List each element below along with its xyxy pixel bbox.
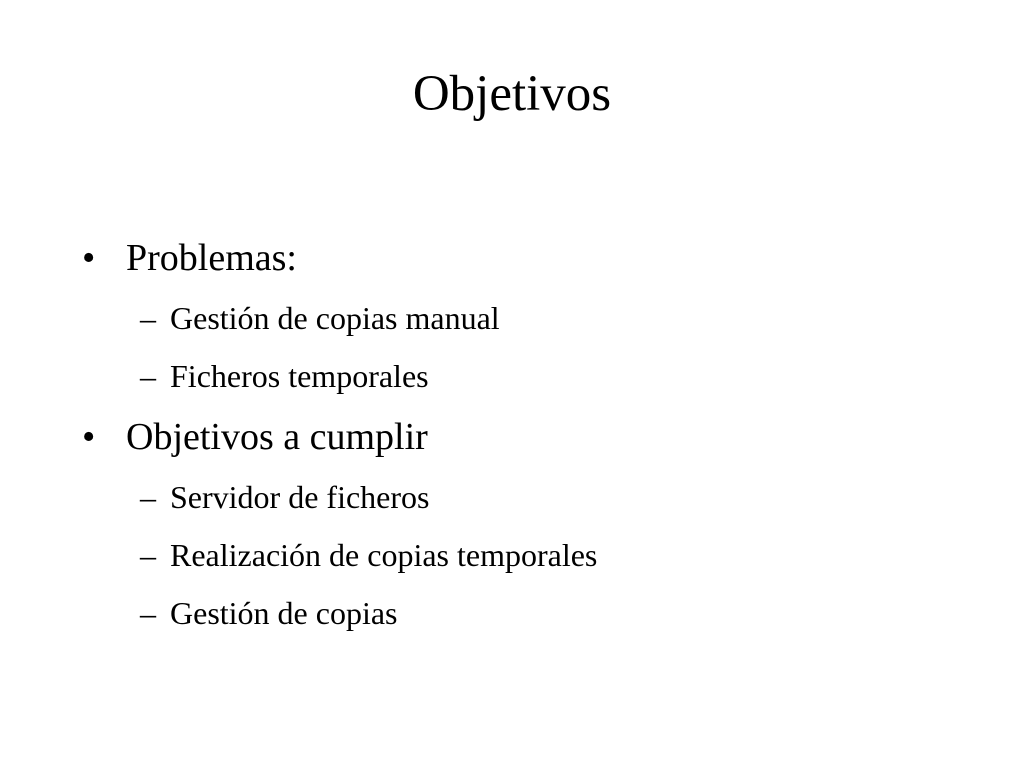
sub-bullet-marker: – xyxy=(140,537,156,573)
sub-bullet-marker: – xyxy=(140,300,156,336)
sub-bullet-marker: – xyxy=(140,595,156,631)
sub-bullet-marker: – xyxy=(140,479,156,515)
sub-item xyxy=(140,536,597,574)
bullet-problemas xyxy=(82,236,297,280)
sub-item-label: Gestión de copias xyxy=(170,595,398,631)
sub-item xyxy=(140,594,398,632)
sub-item-label: Ficheros temporales xyxy=(170,358,429,394)
sub-item-label: Servidor de ficheros xyxy=(170,479,430,515)
sub-bullet-marker: – xyxy=(140,358,156,394)
bullet-objetivos xyxy=(82,415,428,459)
sub-item xyxy=(140,357,429,395)
bullet-marker: • xyxy=(82,416,96,458)
bullet-label: Objetivos a cumplir xyxy=(126,416,428,458)
bullet-label: Problemas: xyxy=(126,237,297,279)
slide-title: Objetivos xyxy=(412,66,612,122)
sub-item xyxy=(140,299,500,337)
bullet-marker: • xyxy=(82,237,96,279)
sub-item xyxy=(140,478,429,516)
sub-item-label: Realización de copias temporales xyxy=(170,537,598,573)
sub-item-label: Gestión de copias manual xyxy=(170,300,500,336)
